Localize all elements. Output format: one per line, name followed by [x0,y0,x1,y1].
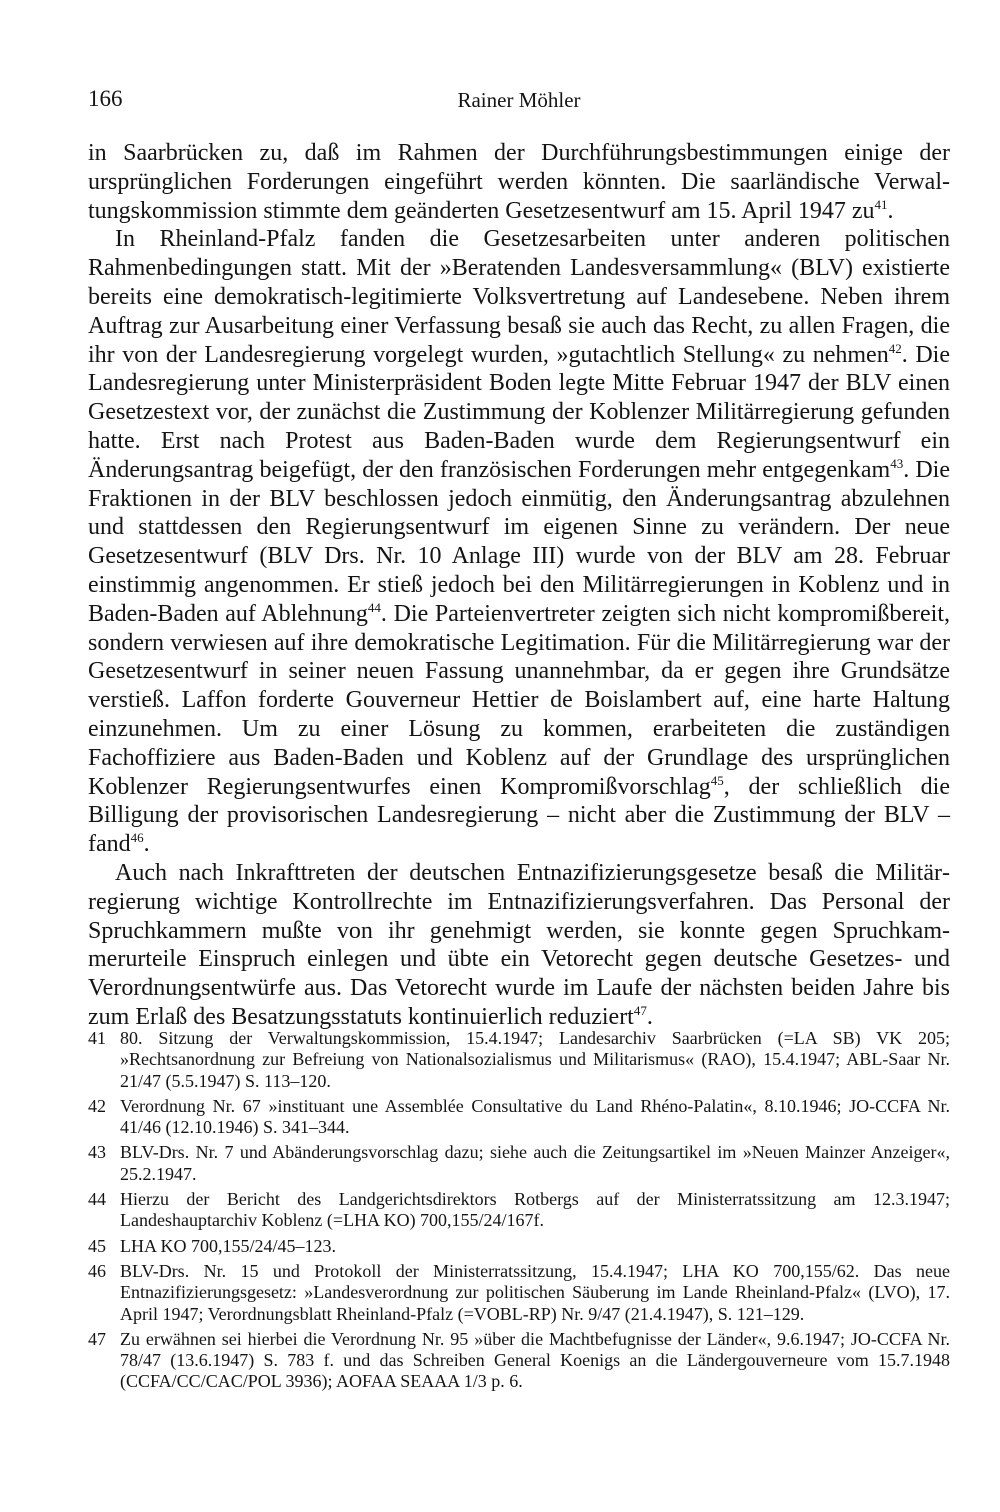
footnote-reference[interactable]: 42 [888,340,902,356]
footnote-number: 41 [88,1028,106,1048]
footnote-number: 44 [88,1189,106,1210]
text-run: , [723,773,730,800]
text-run: . [901,341,908,368]
footnote-text: Hierzu der Bericht des Landgerichtsdirektors Rotbergs auf der Ministerratssitzung am 12.3.1947; Landeshauptarchiv Koblenz (=LHA KO) 700,155/24/167f. [120,1189,950,1231]
footnote-number: 46 [88,1260,106,1281]
text-run: . [646,1003,653,1030]
footnote-text: 80. Sitzung der Verwaltungskommission, 15.4.1947; Landesarchiv Saarbrücken (=LA SB) VK 205; »Rechtsanordnung zur Befreiung von Nationalsozialismus und Militarismus« (RAO), 15.4.1947; ABL-Saar Nr. 21/47 (5.5.1947) S. 113–120. [120,1028,950,1091]
footnote-number: 43 [88,1142,106,1163]
footnote-reference[interactable]: 46 [130,830,144,846]
text-run: . [143,831,150,858]
main-text [88,139,950,1032]
footnote-number: 45 [88,1235,106,1256]
footnote-reference[interactable]: 43 [890,455,904,471]
text-run: Die Fraktionen in der BLV beschlossen jedoch einmütig, den Änderungsantrag abzulehnen und stattdessen den Regierungsentwurf im eigenen Sinne zu verändern. Der neue Gesetzesentwurf (BLV Drs. Nr. 10 Anlage III) wurde von der BLV am 28. Februar einstimmig angenommen. Er stieß jedoch bei den Militärregierungen in Koblenz und in Baden-Baden auf Ablehnung [88,456,951,627]
footnote-number: 42 [88,1095,106,1116]
text-run: . [903,456,910,483]
paragraph [88,859,950,1032]
footnote [88,1329,950,1393]
footnote [88,1189,950,1232]
page-number: 166 [88,86,123,111]
footnote [88,1142,950,1185]
footnote-text: LHA KO 700,155/24/45–123. [120,1235,336,1256]
text-run: . [887,197,894,224]
footnote [88,1096,950,1139]
footnote [88,1261,950,1325]
footnote-text: BLV-Drs. Nr. 15 und Protokoll der Ministerratssitzung, 15.4.1947; LHA KO 700,155/62. Das neue Entnazifizierungsgesetz: »Landesverordnung zur politischen Säuberung im Lande Rheinland-Pfalz« (LVO), 17. April 1947; Verordnungsblatt Rheinland-Pfalz (=VOBL-RP) Nr. 9/47 (21.4.1947), S. 121–129. [120,1260,950,1324]
footnote-text: Verordnung Nr. 67 »instituant une Assemblée Consultative du Land Rhéno-Palatin«, 8.10.1946; JO-CCFA Nr. 41/46 (12.10.1946) S. 341–344. [120,1095,950,1138]
paragraph [88,139,950,225]
footnote-reference[interactable]: 44 [367,599,381,615]
footnote-text: BLV-Drs. Nr. 7 und Abänderungsvorschlag dazu; siehe auch die Zeitungsartikel im »Neuen Mainzer Anzeiger«, 25.2.1947. [120,1142,950,1184]
footnote [88,1236,950,1257]
page-header [88,86,950,122]
text-run: in Saarbrücken zu, daß im Rahmen der Durchführungsbestimmungen einige der ursprünglichen Forderungen eingeführt werden könnten. Die saarländische Verwaltungskommission stimmte dem geänderten Gesetzesentwurf am 15. April 1947 zu [88,140,950,224]
text-run: In Rheinland-Pfalz fanden die Gesetzesarbeiten unter anderen politischen Rahmenbedingungen statt. Mit der »Beratenden Landesversammlung« (BLV) existierte bereits eine demokratisch-legitimierte Volksvertretung auf Landesebene. Neben ihrem Auftrag zur Ausarbeitung einer Verfassung besaß sie auch das Recht, zu allen Fragen, die ihr von der Landesregierung vorgelegt wurden, »gutachtlich Stellung« zu nehmen [88,226,950,368]
footnote [88,1028,950,1092]
running-head-author: Rainer Möhler [457,88,581,112]
footnote-reference[interactable]: 41 [874,196,888,212]
footnote-reference[interactable]: 45 [710,772,724,788]
text-run: Die Parteienvertreter zeigten sich nicht kompromißbereit, sondern verwiesen auf ihre demokratische Legitimation. Für die Militärregierung war der Gesetzesentwurf in seiner neuen Fassung unannehmbar, da er gegen ihre Grundsätze verstieß. Laffon forderte Gouverneur Hettier de Boislambert auf, eine harte Haltung einzunehmen. Um zu einer Lösung zu kommen, erarbeiteten die zuständigen Fachoffiziere aus Baden-Baden und Koblenz auf der Grundlage des ursprünglichen Koblenzer Regierungsentwurfes einen Kompromißvorschlag [88,600,951,800]
footnotes [88,1028,950,1397]
text-run: der schließlich die Billigung der provisorischen Landesregierung – nicht aber die Zustimmung der BLV – fand [88,773,950,858]
text-run: . [380,600,387,627]
text-run: Auch nach Inkrafttreten der deutschen Entnazifizierungsgesetze besaß die Militärregierung wichtige Kontrollrechte im Entnazifizierungsverfahren. Das Personal der Spruchkammern mußte von ihr genehmigt werden, sie konnte gegen Spruchkammerurteile Einspruch einlegen und übte ein Vetorecht gegen deutsche Gesetzes- und Verordnungsentwürfe aus. Das Vetorecht wurde im Laufe der nächsten beiden Jahre bis zum Erlaß des Besatzungsstatuts kontinuierlich reduziert [88,859,950,1030]
paragraph [88,225,950,859]
footnote-number: 47 [88,1328,106,1349]
footnote-text: Zu erwähnen sei hierbei die Verordnung Nr. 95 »über die Machtbefugnisse der Länder«, 9.6.1947; JO-CCFA Nr. 78/47 (13.6.1947) S. 783 f. und das Schreiben General Koenigs an die Ländergouverneure vom 15.7.1948 (CCFA/CC/CAC/POL 3936); AOFAA SEAAA 1/3 p. 6. [120,1328,950,1392]
footnote-reference[interactable]: 47 [633,1002,647,1018]
text-run: Die Landesregierung unter Ministerpräsident Boden legte Mitte Februar 1947 der BLV einen Gesetzestext vor, der zunächst die Zustimmung der Koblenzer Militärregierung gefunden hatte. Erst nach Protest aus Baden-Baden wurde dem Regierungsentwurf ein Änderungsantrag beigefügt, der den französischen Forderungen mehr entgegenkam [88,341,951,483]
